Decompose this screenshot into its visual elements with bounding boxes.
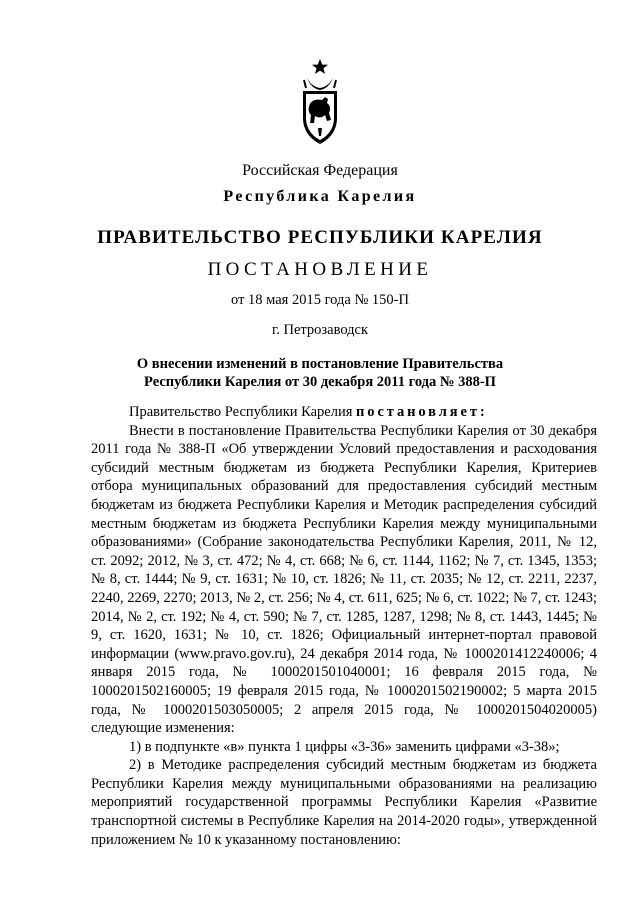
preamble-paragraph xyxy=(91,403,597,422)
body-paragraph-3: 2) в Методике распределения субсидий местным бюджетам из бюджета Республики Карелия между муниципальными образованиями на реализацию мероприятий государственной программы Республики Карелия «Развитие транспортной системы в Республике Карелия на 2014-2020 годы», утвержденной приложением № 10 к указанному постановлению: xyxy=(91,757,597,848)
republic-name: Республика Карелия xyxy=(223,188,417,205)
document-date-number: от 18 мая 2015 года № 150-П xyxy=(231,292,409,308)
coat-of-arms-emblem xyxy=(300,58,340,150)
document-title-line-1: О внесении изменений в постановление Правительства xyxy=(136,356,504,372)
preamble-verb: постановляет: xyxy=(356,404,488,420)
document-city: г. Петрозаводск xyxy=(271,322,369,338)
preamble-text: Правительство Республики Карелия xyxy=(129,404,353,420)
government-name: ПРАВИТЕЛЬСТВО РЕСПУБЛИКИ КАРЕЛИЯ xyxy=(97,227,543,248)
document-title-line-2: Республики Карелия от 30 декабря 2011 года № 388-П xyxy=(144,374,496,390)
body-paragraph-1: Внести в постановление Правительства Республики Карелия от 30 декабря 2011 года № 388-П «Об утверждении Условий предоставления и расходования субсидий местным бюджетам из бюджета Республики Карелия, Критериев отбора муниципальных образований для предоставления субсидий местным бюджетам из бюджета Республики Карелия и Методик распределения субсидий местным бюджетам из бюджета Республики Карелия между муниципальными образованиями» (Собрание законодательства Республики Карелия, 2011, № 12, ст. 2092; 2012, № 3, ст. 472; № 4, ст. 668; № 6, ст. 1144, 1162; № 7, ст. 1345, 1353; № 8, ст. 1444; № 9, ст. 1631; № 10, ст. 1826; № 11, ст. 2035; № 12, ст. 2211, 2237, 2240, 2269, 2270; 2013, № 2, ст. 256; № 4, ст. 611, 625; № 6, ст. 1022; № 7, ст. 1243; 2014, № 2, ст. 192; № 4, ст. 590; № 7, ст. 1285, 1287, 1298; № 8, ст. 1443, 1445; № 9, ст. 1620, 1631; № 10, ст. 1826; Официальный интернет-портал правовой информации (www.pravo.gov.ru), 24 декабря 2014 года, № 1000201412240006; 4 января 2015 года, № 1000201501040001; 16 февраля 2015 года, № 1000201502160005; 19 февраля 2015 года, № 1000201502190002; 5 марта 2015 года, № 1000201503050005; 2 апреля 2015 года, № 1000201504020005) следующие изменения: xyxy=(91,422,597,737)
document-body xyxy=(91,403,597,849)
federation-name: Российская Федерация xyxy=(242,162,398,179)
document-type: ПОСТАНОВЛЕНИЕ xyxy=(207,259,433,280)
body-paragraph-2: 1) в подпункте «в» пункта 1 цифры «3-36» заменить цифрами «3-38»; xyxy=(129,738,560,755)
